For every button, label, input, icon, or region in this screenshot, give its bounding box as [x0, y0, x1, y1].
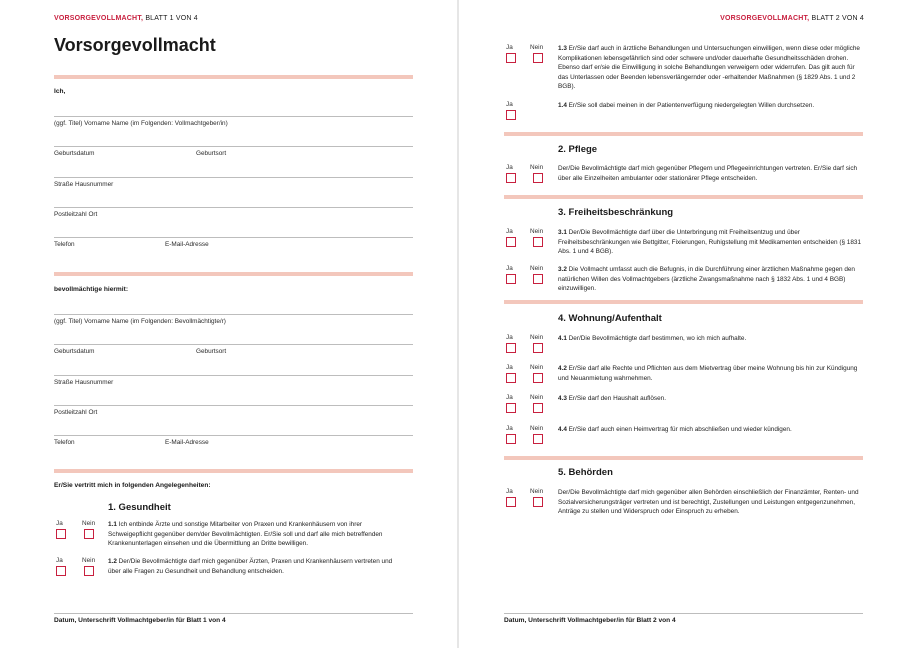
section-title: 3. Freiheitsbeschränkung [558, 207, 674, 218]
nein-label: Nein [530, 164, 544, 171]
agent-label: bevollmächtige hiermit: [54, 286, 129, 293]
nein-checkbox[interactable] [84, 529, 94, 539]
list-item [0, 557, 457, 583]
nein-label: Nein [530, 425, 544, 432]
ja-checkbox[interactable] [506, 53, 516, 63]
grantor-street-field[interactable]: Straße Hausnummer [54, 177, 413, 191]
section-band [54, 469, 413, 473]
ja-checkbox[interactable] [506, 173, 516, 183]
ja-checkbox[interactable] [506, 274, 516, 284]
agent-birth-field[interactable]: Geburtsdatum Geburtsort [54, 344, 413, 358]
agent-city-field[interactable]: Postleitzahl Ort [54, 405, 413, 419]
grantor-name-field[interactable]: (ggf. Titel) Vorname Name (im Folgenden: Vollmachtgeber/in) [54, 116, 413, 130]
nein-checkbox[interactable] [533, 173, 543, 183]
ich-label: Ich, [54, 88, 66, 95]
ja-checkbox[interactable] [56, 529, 66, 539]
nein-checkbox[interactable] [533, 403, 543, 413]
document-title: Vorsorgevollmacht [54, 35, 216, 55]
ja-label: Ja [56, 557, 63, 564]
page-sheet-2 [459, 0, 916, 648]
list-item [459, 101, 916, 123]
nein-checkbox[interactable] [533, 237, 543, 247]
nein-checkbox[interactable] [533, 53, 543, 63]
ja-checkbox[interactable] [506, 237, 516, 247]
agent-street-field[interactable]: Straße Hausnummer [54, 375, 413, 389]
item-text: Der/Die Bevollmächtigte darf mich gegenüber Pflegern und Pflegeeinrichtungen vertreten. Er/Sie darf sich über alle Einzelheiten ambulanter oder stationärer Pflege entscheiden. [558, 165, 858, 182]
list-item [459, 228, 916, 258]
ja-checkbox[interactable] [506, 434, 516, 444]
section-band [54, 75, 413, 79]
ja-label: Ja [506, 265, 513, 272]
grantor-contact-field[interactable]: Telefon E-Mail-Adresse [54, 237, 413, 251]
section-band [54, 272, 413, 276]
nein-label: Nein [82, 557, 96, 564]
ja-label: Ja [506, 44, 513, 51]
list-item [0, 520, 457, 550]
item-text: 4.1 Der/Die Bevollmächtigte darf bestimmen, wo ich mich aufhalte. [558, 335, 747, 342]
nein-label: Nein [530, 44, 544, 51]
nein-label: Nein [530, 488, 544, 495]
section-title: 5. Behörden [558, 467, 613, 478]
section-band [504, 132, 863, 136]
item-text: 1.3 Er/Sie darf auch in ärztliche Behandlungen und Untersuchungen einwilligen, wenn diese oder mögliche Komplikationen lebensgefährlich sind oder schwere und/oder dauerhafte Gesundheitsschäden drohen. Ebenso darf er/sie die Einwilligung in solche Behandlungen verweigern oder widerrufen. Das gilt auch für das Unterlassen oder Beenden lebensverlängernder oder -erhaltender Maßnahmen (§ 1829 Abs. 1 und 2 BGB). [558, 45, 860, 91]
list-item [459, 265, 916, 295]
item-text: 1.2 Der/Die Bevollmächtigte darf mich gegenüber Ärzten, Praxen und Krankenhäusern vertreten und über alle Fragen zu Gesundheit und Behandlung entscheiden. [108, 558, 393, 575]
ja-checkbox[interactable] [506, 497, 516, 507]
section-band [504, 195, 863, 199]
ja-checkbox[interactable] [506, 403, 516, 413]
nein-checkbox[interactable] [84, 566, 94, 576]
ja-label: Ja [506, 101, 513, 108]
ja-label: Ja [506, 334, 513, 341]
nein-checkbox[interactable] [533, 274, 543, 284]
list-item [459, 334, 916, 356]
ja-label: Ja [506, 364, 513, 371]
ja-label: Ja [506, 164, 513, 171]
ja-label: Ja [506, 425, 513, 432]
agent-name-field[interactable]: (ggf. Titel) Vorname Name (im Folgenden: Bevollmächtigte/r) [54, 314, 413, 328]
ja-checkbox[interactable] [56, 566, 66, 576]
signature-line[interactable]: Datum, Unterschrift Vollmachtgeber/in für Blatt 1 von 4 [54, 613, 413, 624]
nein-checkbox[interactable] [533, 497, 543, 507]
list-item [459, 394, 916, 416]
ja-label: Ja [506, 394, 513, 401]
grantor-city-field[interactable]: Postleitzahl Ort [54, 207, 413, 221]
item-text: 3.1 Der/Die Bevollmächtigte darf über die Unterbringung mit Freiheitsentzug und über Freiheitsbeschränkungen wie Bettgitter, Fixierungen, Ruhigstellung mit Medikamenten entscheiden (§ 1831 Abs. 1 und 4 BGB). [558, 229, 862, 256]
represents-label: Er/Sie vertritt mich in folgenden Angelegenheiten: [54, 482, 211, 489]
page-sheet-1 [0, 0, 457, 648]
grantor-birth-field[interactable]: Geburtsdatum Geburtsort [54, 146, 413, 160]
nein-label: Nein [530, 334, 544, 341]
list-item [459, 164, 916, 188]
section-title: 2. Pflege [558, 144, 598, 155]
item-text: 3.2 Die Vollmacht umfasst auch die Befugnis, in die Durchführung einer ärztlichen Maßnahme gegen den natürlichen Willen des Vollmachtgebers (ärztliche Zwangsmaßnahme nach § 1832 Abs. 1 und 4 BGB) einzuwilligen. [558, 266, 855, 293]
ja-checkbox[interactable] [506, 110, 516, 120]
ja-label: Ja [56, 520, 63, 527]
page-header: VORSORGEVOLLMACHT, BLATT 1 VON 4 [54, 15, 198, 22]
nein-checkbox[interactable] [533, 434, 543, 444]
page-header: VORSORGEVOLLMACHT, BLATT 2 VON 4 [720, 15, 864, 22]
section-band [504, 456, 863, 460]
agent-contact-field[interactable]: Telefon E-Mail-Adresse [54, 435, 413, 449]
section-title: 1. Gesundheit [108, 502, 171, 513]
item-text: Der/Die Bevollmächtigte darf mich gegenüber allen Behörden einschließlich der Finanzämter, Renten- und Sozialversicherungsträger vertreten und ist berechtigt, Zustellungen und Leistungen entgegenzunehmen, Anträge zu stellen und Widerspruch oder Einspruch zu erheben. [558, 489, 859, 516]
nein-label: Nein [530, 265, 544, 272]
list-item [459, 44, 916, 94]
item-text: 1.1 Ich entbinde Ärzte und sonstige Mitarbeiter von Praxen und Krankenhäusern von ihrer Schweigepflicht gegenüber dem/der Bevollmächtigten. Er/Sie soll und darf alle mich betreffenden Krankenunterlagen einsehen und die Übermittlung an Dritte bewilligen. [108, 521, 383, 548]
nein-checkbox[interactable] [533, 373, 543, 383]
ja-checkbox[interactable] [506, 373, 516, 383]
signature-line[interactable]: Datum, Unterschrift Vollmachtgeber/in für Blatt 2 von 4 [504, 613, 863, 624]
section-title: 4. Wohnung/Aufenthalt [558, 313, 662, 324]
list-item [459, 425, 916, 447]
list-item [459, 488, 916, 528]
item-text: 4.2 Er/Sie darf alle Rechte und Pflichten aus dem Mietvertrag über meine Wohnung bis hin zur Kündigung und Neuanmietung wahrnehmen. [558, 365, 858, 382]
item-text: 4.4 Er/Sie darf auch einen Heimvertrag für mich abschließen und wieder kündigen. [558, 426, 792, 433]
nein-checkbox[interactable] [533, 343, 543, 353]
list-item [459, 364, 916, 388]
nein-label: Nein [82, 520, 96, 527]
nein-label: Nein [530, 394, 544, 401]
item-text: 1.4 Er/Sie soll dabei meinen in der Patientenverfügung niedergelegten Willen durchsetzen. [558, 102, 815, 109]
nein-label: Nein [530, 364, 544, 371]
section-band [504, 300, 863, 304]
ja-label: Ja [506, 488, 513, 495]
ja-label: Ja [506, 228, 513, 235]
ja-checkbox[interactable] [506, 343, 516, 353]
nein-label: Nein [530, 228, 544, 235]
item-text: 4.3 Er/Sie darf den Haushalt auflösen. [558, 395, 667, 402]
